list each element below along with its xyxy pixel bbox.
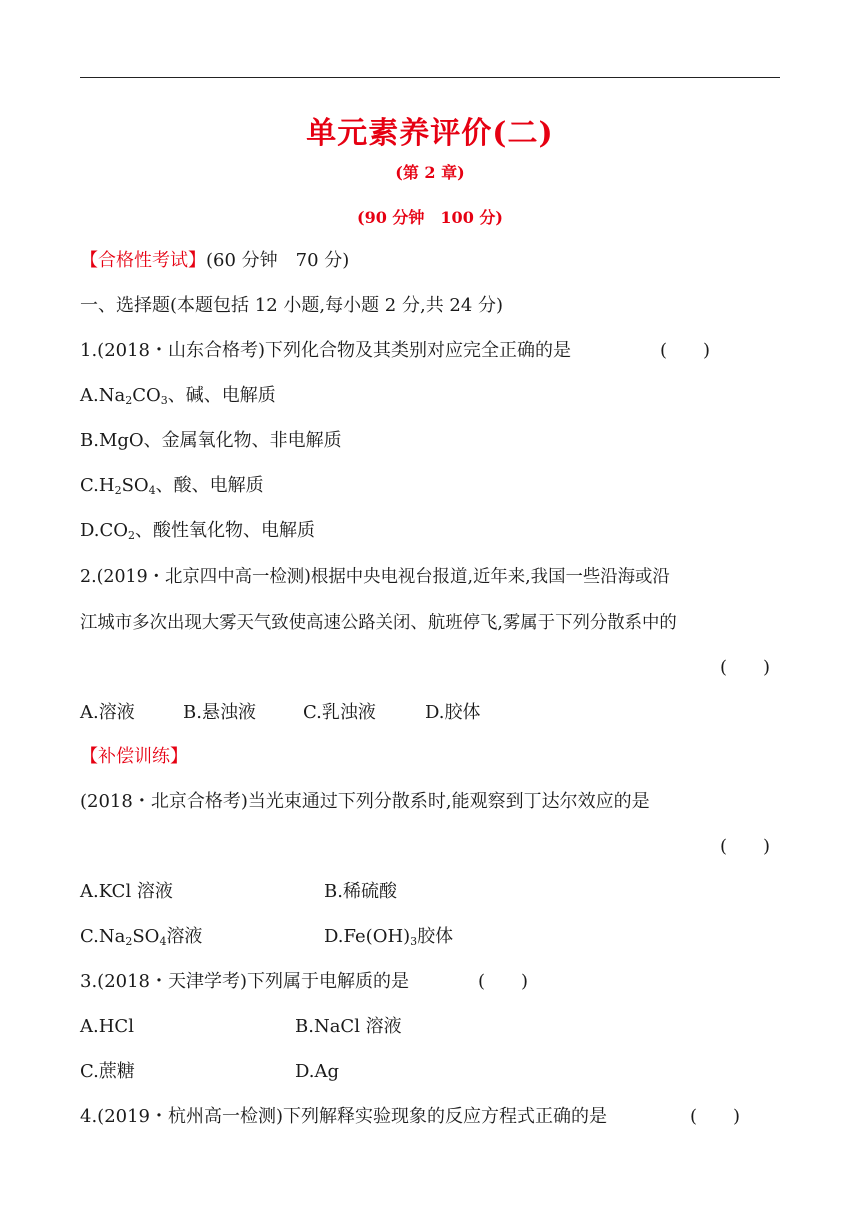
section-tag: 【合格性考试】 <box>80 250 206 271</box>
question-2-option-b: B.悬浊液 <box>183 702 256 723</box>
page-title: 单元素养评价(二) <box>306 116 554 151</box>
part-heading: 一、选择题(本题包括 12 小题,每小题 2 分,共 24 分) <box>80 295 504 316</box>
header-rule <box>80 77 780 78</box>
answer-blank: ( ) <box>720 657 771 678</box>
question-3-option-a: A.HCl <box>80 1016 134 1037</box>
supplement-option-a: A.KCl 溶液 <box>80 881 173 902</box>
question-3-option-b: B.NaCl 溶液 <box>295 1016 402 1037</box>
question-1-stem: 1.(2018・山东合格考)下列化合物及其类别对应完全正确的是 <box>80 340 572 361</box>
section-tag-suffix: (60 分钟 70 分) <box>206 250 350 271</box>
question-3-stem: 3.(2018・天津学考)下列属于电解质的是 <box>80 971 410 992</box>
supplement-tag: 【补偿训练】 <box>80 746 188 767</box>
question-3-option-c: C.蔗糖 <box>80 1061 135 1082</box>
answer-blank: ( ) <box>690 1106 741 1127</box>
answer-blank: ( ) <box>720 836 771 857</box>
question-4-stem: 4.(2019・杭州高一检测)下列解释实验现象的反应方程式正确的是 <box>80 1106 608 1127</box>
answer-blank: ( ) <box>660 340 711 361</box>
question-2-option-c: C.乳浊液 <box>303 702 376 723</box>
supplement-option-b: B.稀硫酸 <box>324 881 397 902</box>
question-1-option-d: $D.CO_2$、酸性氧化物、电解质 <box>80 520 316 542</box>
supplement-stem: (2018・北京合格考)当光束通过下列分散系时,能观察到丁达尔效应的是 <box>80 791 650 812</box>
question-3-option-d: D.Ag <box>295 1061 340 1082</box>
question-2-options <box>80 702 135 724</box>
chapter-label: (第 2 章) <box>395 163 465 182</box>
supplement-option-d: $D.Fe(OH)_3$胶体 <box>324 926 454 948</box>
question-1-option-c: $C.H_2SO_4$、酸、电解质 <box>80 475 264 497</box>
supplement-option-c: $C.Na_2SO_4$溶液 <box>80 926 203 948</box>
question-2-option-a: A.溶液 <box>80 702 135 723</box>
time-score-label: (90 分钟 100 分) <box>357 208 503 227</box>
question-2-stem-line1: 2.(2019・北京四中高一检测)根据中央电视台报道,近年来,我国一些沿海或沿 <box>80 567 670 587</box>
question-2-stem-line2: 江城市多次出现大雾天气致使高速公路关闭、航班停飞,雾属于下列分散系中的 <box>80 613 677 633</box>
question-1-option-b: B.MgO、金属氧化物、非电解质 <box>80 430 342 451</box>
question-1-option-a: $A.Na_2CO_3$、碱、电解质 <box>80 385 276 407</box>
section-heading <box>80 250 349 272</box>
answer-blank: ( ) <box>478 971 529 992</box>
question-2-option-d: D.胶体 <box>425 702 481 723</box>
